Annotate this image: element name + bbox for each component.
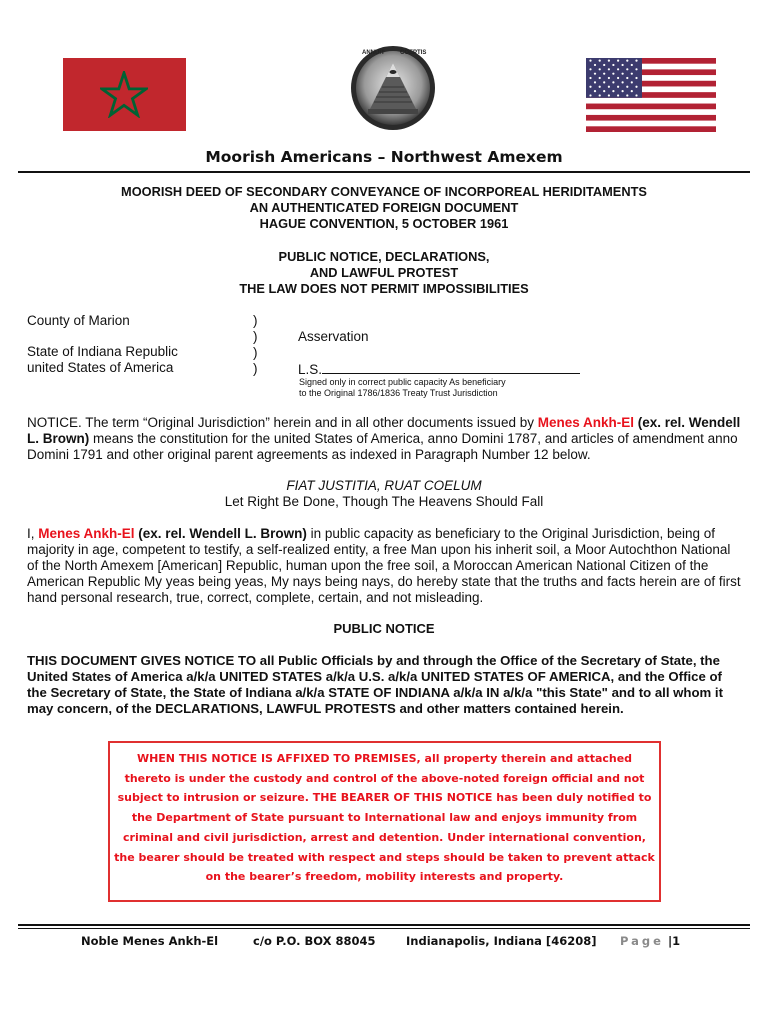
us-flag-star <box>631 73 633 75</box>
us-flag-star <box>617 94 619 96</box>
us-flag-stripe <box>586 121 716 127</box>
us-flag-star <box>608 68 610 70</box>
us-flag-star <box>612 81 614 83</box>
us-flag-star <box>589 68 591 70</box>
us-flag-star <box>626 60 628 62</box>
caption-paren: ) <box>253 361 258 376</box>
us-flag-star <box>608 86 610 88</box>
us-flag-star <box>617 86 619 88</box>
notice-title-line3: THE LAW DOES NOT PERMIT IMPOSSIBILITIES <box>239 281 529 296</box>
us-flag-star <box>599 94 601 96</box>
us-flag-star <box>589 86 591 88</box>
public-notice-body: THIS DOCUMENT GIVES NOTICE TO all Public Officials by and through the Office of the Secretary of State, the United States of America a/k/a UNITED STATES a/k/a U.S. a/k/a UNITED STATES OF AMERICA, and the Office of the Secretary of State, the State of Indiana a/k/a STATE OF INDIANA a/k/a IN a/k/a "this State" and to all whom it may concern, of the DECLARATIONS, LAWFUL PROTESTS and other matters contained herein. <box>27 653 723 716</box>
notice-paragraph <box>27 415 745 463</box>
caption-state: State of Indiana Republic <box>27 344 178 359</box>
us-flag-stripe <box>586 115 716 121</box>
us-flag-star <box>612 73 614 75</box>
us-flag-star <box>635 60 637 62</box>
us-flag-star <box>603 90 605 92</box>
morocco-flag <box>63 58 186 131</box>
pentagram-icon <box>100 71 148 118</box>
maxim-english: Let Right Be Done, Though The Heavens Should Fall <box>224 494 544 509</box>
us-flag-star <box>622 64 624 66</box>
us-flag-star <box>622 81 624 83</box>
us-flag-star <box>589 94 591 96</box>
us-flag-star <box>599 60 601 62</box>
header-rule <box>18 171 750 173</box>
great-seal-icon <box>350 45 436 131</box>
caption-paren: ) <box>253 313 258 328</box>
signed-note-line1: Signed only in correct public capacity As beneficiary <box>299 377 506 387</box>
us-flag-stripe <box>586 109 716 115</box>
us-flag-star <box>631 64 633 66</box>
notice-exrel: (ex. rel. Wendell L. Brown) <box>27 415 741 446</box>
footer-address: c/o P.O. BOX 88045 <box>253 934 376 948</box>
footer-page <box>620 934 680 948</box>
notice-prefix: NOTICE. The term “Original Jurisdiction” herein and in all other documents issued by <box>27 415 538 430</box>
us-flag-star <box>589 60 591 62</box>
us-flag-star <box>612 90 614 92</box>
us-flag-star <box>608 60 610 62</box>
us-flag-star <box>594 64 596 66</box>
document-title-line3: HAGUE CONVENTION, 5 OCTOBER 1961 <box>259 216 509 231</box>
asservation-label: Asservation <box>298 329 369 344</box>
declaration-exrel: (ex. rel. Wendell L. Brown) <box>134 526 307 541</box>
us-flag-star <box>612 64 614 66</box>
us-flag-star <box>599 77 601 79</box>
us-flag-star <box>594 73 596 75</box>
us-flag-star <box>589 77 591 79</box>
us-flag-star <box>626 68 628 70</box>
footer-rule <box>18 924 750 926</box>
affixed-notice-text: WHEN THIS NOTICE IS AFFIXED TO PREMISES, all property therein and attached thereto is under the custody and control of the above-noted foreign official and not subject to intrusion or seizure. THE BEARER OF THIS NOTICE has been duly notified to the Department of State pursuant to International law and enjoys immunity from criminal and civil jurisdiction, arrest and detention. Under international convention, the bearer should be treated with respect and steps should be taken to prevent attack on the bearer’s freedom, mobility interests and property. <box>114 752 655 884</box>
us-flag-star <box>622 90 624 92</box>
footer-rule-thin <box>18 928 750 929</box>
document-title-line1: MOORISH DEED OF SECONDARY CONVEYANCE OF INCORPOREAL HERIDITAMENTS <box>121 184 647 199</box>
us-flag-star <box>603 64 605 66</box>
document-title-line2: AN AUTHENTICATED FOREIGN DOCUMENT <box>249 200 519 215</box>
us-flag-star <box>599 68 601 70</box>
us-flag-star <box>617 68 619 70</box>
seal-motto-left: ANNUIT <box>362 50 385 56</box>
notice-title-line1: PUBLIC NOTICE, DECLARATIONS, <box>278 249 490 264</box>
footer-city: Indianapolis, Indiana [46208] <box>406 934 597 948</box>
us-flag-star <box>594 90 596 92</box>
us-flag-stripe <box>586 104 716 110</box>
us-flag-star <box>626 94 628 96</box>
us-flag-star <box>635 94 637 96</box>
us-flag-star <box>635 77 637 79</box>
us-flag-star <box>635 86 637 88</box>
declaration-name: Menes Ankh-El <box>38 526 135 541</box>
footer-name: Noble Menes Ankh-El <box>81 934 219 948</box>
us-flag-stripe <box>586 126 716 132</box>
us-flag-star <box>626 86 628 88</box>
caption-country: united States of America <box>27 360 174 375</box>
us-flag-star <box>608 77 610 79</box>
page-label: Page <box>620 934 664 948</box>
public-notice-heading: PUBLIC NOTICE <box>333 621 435 636</box>
us-flag-star <box>603 73 605 75</box>
seal-motto-right: COEPTIS <box>400 50 427 56</box>
notice-name: Menes Ankh-El <box>537 415 635 430</box>
declaration-prefix: I, <box>27 526 39 541</box>
declaration-paragraph <box>27 526 745 606</box>
caption-paren: ) <box>253 329 258 344</box>
caption-paren: ) <box>253 345 258 360</box>
signed-note-line2: to the Original 1786/1836 Treaty Trust Jurisdiction <box>299 388 498 398</box>
us-flag-stripe <box>586 98 716 104</box>
ls-signature-line <box>298 361 580 377</box>
us-flag-star <box>594 81 596 83</box>
notice-rest: means the constitution for the united States of America, anno Domini 1787, and articles of amendment anno Domini 1791 and other original parent agreements as indexed in Paragraph Number 12 below. <box>27 431 738 462</box>
us-flag-star <box>599 86 601 88</box>
us-flag-star <box>617 60 619 62</box>
ls-label: L.S. <box>298 362 323 377</box>
us-flag-star <box>603 81 605 83</box>
declaration-rest: in public capacity as beneficiary to the Original Jurisdiction, being of majority in age, competent to testify, a self-realized entity, a free Man upon his inherit soil, a Moor Autochthon National of the North Amexem [American] Republic, human upon the free soil, a Moroccan American National Citizen of the American Republic My yeas being yeas, My nays being nays, do hereby state that the truths and facts herein are of first hand personal research, true, correct, complete, certain, and not misleading. <box>27 526 741 605</box>
notice-title-line2: AND LAWFUL PROTEST <box>309 265 459 280</box>
us-flag-star <box>635 68 637 70</box>
maxim-latin: FIAT JUSTITIA, RUAT COELUM <box>286 478 482 493</box>
us-flag-star <box>631 81 633 83</box>
caption-county: County of Marion <box>27 313 130 328</box>
us-flag-star <box>608 94 610 96</box>
us-flag-star <box>626 77 628 79</box>
us-flag-star <box>617 77 619 79</box>
page-number: 1 <box>672 934 681 948</box>
us-flag-star <box>631 90 633 92</box>
page-separator: | <box>667 934 673 948</box>
us-flag <box>586 58 716 132</box>
org-title: Moorish Americans – Northwest Amexem <box>205 148 563 166</box>
signature-underline <box>322 361 580 374</box>
us-flag-star <box>622 73 624 75</box>
